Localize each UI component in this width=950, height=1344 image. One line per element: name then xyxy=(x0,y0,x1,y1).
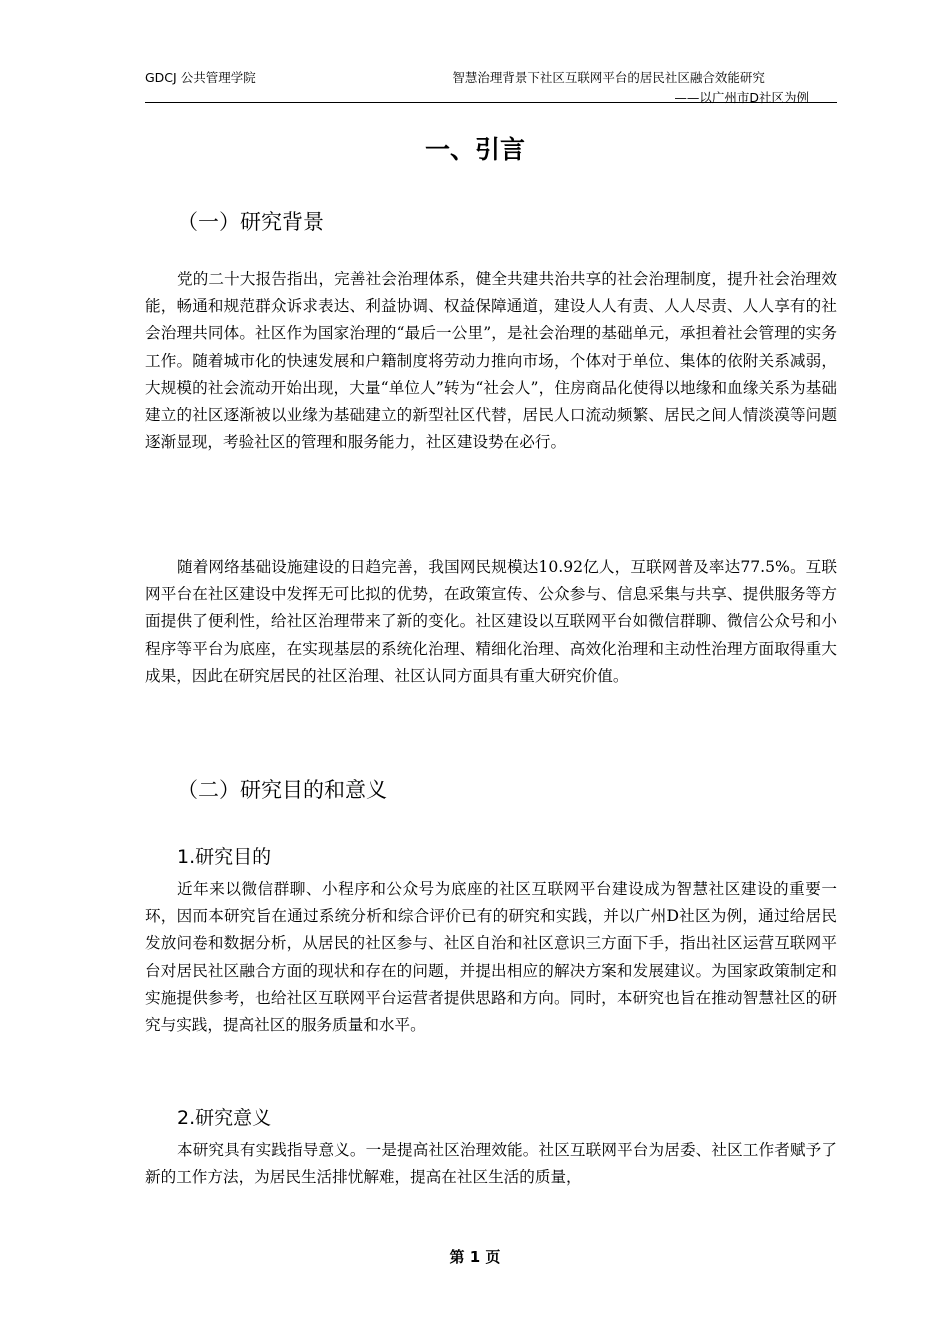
paragraph-significance: 本研究具有实践指导意义。一是提高社区治理效能。社区互联网平台为居委、社区工作者赋予了新的工作方法，为居民生活排忧解难，提高在社区生活的质量， xyxy=(145,1141,837,1187)
subsection-heading-purpose: 1.研究目的 xyxy=(177,846,272,868)
section-heading-background: （一）研究背景 xyxy=(177,210,324,234)
header-title: 智慧治理背景下社区互联网平台的居民社区融合效能研究 xyxy=(452,70,765,85)
header-subtitle: ——以广州市D社区为例 xyxy=(674,90,809,105)
paragraph-background-2: 随着网络基础设施建设的日趋完善，我国网民规模达10.92亿人，互联网普及率达77.5%。互联网平台在社区建设中发挥无可比拟的优势，在政策宣传、公众参与、信息采集与共享、提供服务等方面提供了便利性，给社区治理带来了新的变化。社区建设以互联网平台如微信群聊、微信公众号和小程序等平台为底座，在实现基层的系统化治理、精细化治理、高效化治理和主动性治理方面取得重大成果，因此在研究居民的社区治理、社区认同方面具有重大研究价值。 xyxy=(145,558,837,685)
header-paper-title xyxy=(452,68,809,106)
page-number: 第 1 页 xyxy=(449,1248,501,1266)
paragraph-background-1: 党的二十大报告指出，完善社会治理体系，健全共建共治共享的社会治理制度，提升社会治理效能，畅通和规范群众诉求表达、利益协调、权益保障通道，建设人人有责、人人尽责、人人享有的社会治理共同体。社区作为国家治理的“最后一公里”，是社会治理的基础单元，承担着社会管理的实务工作。随着城市化的快速发展和户籍制度将劳动力推向市场，个体对于单位、集体的依附关系减弱，大规模的社会流动开始出现，大量“单位人”转为“社会人”，住房商品化使得以地缘和血缘关系为基础建立的社区逐渐被以业缘为基础建立的新型社区代替，居民人口流动频繁、居民之间人情淡漠等问题逐渐显现，考验社区的管理和服务能力，社区建设势在必行。 xyxy=(145,270,837,452)
page-header xyxy=(145,66,837,103)
header-institution: GDCJ 公共管理学院 xyxy=(145,70,256,85)
section-heading-purpose: （二）研究目的和意义 xyxy=(177,778,387,802)
paragraph-purpose: 近年来以微信群聊、小程序和公众号为底座的社区互联网平台建设成为智慧社区建设的重要一环，因而本研究旨在通过系统分析和综合评价已有的研究和实践，并以广州D社区为例，通过给居民发放问卷和数据分析，从居民的社区参与、社区自治和社区意识三方面下手，指出社区运营互联网平台对居民社区融合方面的现状和存在的问题，并提出相应的解决方案和发展建议。为国家政策制定和实施提供参考，也给社区互联网平台运营者提供思路和方向。同时，本研究也旨在推动智慧社区的研究与实践，提高社区的服务质量和水平。 xyxy=(145,880,837,1035)
subsection-heading-significance: 2.研究意义 xyxy=(177,1107,272,1129)
chapter-title: 一、引言 xyxy=(424,135,525,164)
